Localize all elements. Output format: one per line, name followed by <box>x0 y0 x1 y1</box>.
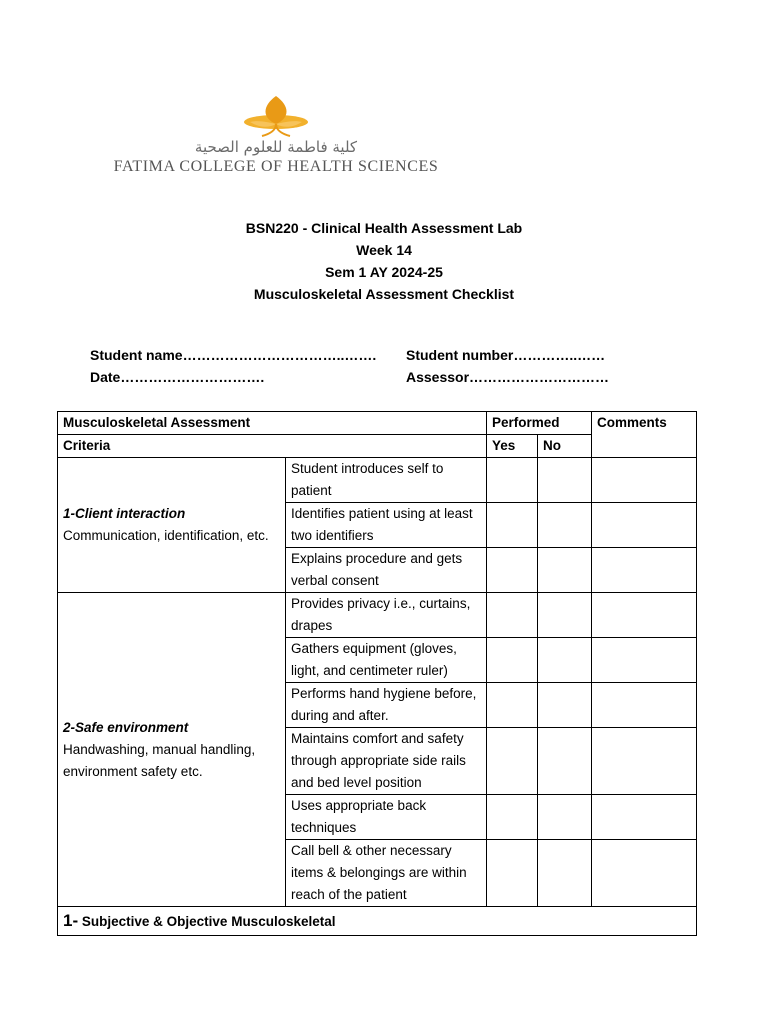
no-cell[interactable] <box>538 638 592 683</box>
no-cell[interactable] <box>538 840 592 907</box>
week-label: Week 14 <box>356 242 412 258</box>
criterion-text: Explains procedure and gets verbal consent <box>286 548 487 593</box>
criterion-text: Gathers equipment (gloves, light, and centimeter ruler) <box>286 638 487 683</box>
checklist-title: Musculoskeletal Assessment Checklist <box>253 286 515 302</box>
header-assessment: Musculoskeletal Assessment <box>58 412 487 435</box>
no-cell[interactable] <box>538 728 592 795</box>
yes-cell[interactable] <box>487 593 538 638</box>
comments-cell[interactable] <box>592 458 697 503</box>
student-name-field: Student name……………………………..……. <box>90 347 377 363</box>
semester-label: Sem 1 AY 2024-25 <box>325 264 443 280</box>
table-header-row <box>58 412 697 435</box>
criterion-text: Call bell & other necessary items & belongings are within reach of the patient <box>286 840 487 907</box>
header-no: No <box>538 435 592 458</box>
logo-english-text: FATIMA COLLEGE OF HEALTH SCIENCES <box>113 158 439 175</box>
student-number-field: Student number…………..…… <box>406 347 606 363</box>
yes-cell[interactable] <box>487 458 538 503</box>
criterion-text: Student introduces self to patient <box>286 458 487 503</box>
yes-cell[interactable] <box>487 795 538 840</box>
assessor-field: Assessor………………………… <box>406 369 610 385</box>
comments-cell[interactable] <box>592 683 697 728</box>
header-performed: Performed <box>487 412 592 435</box>
no-cell[interactable] <box>538 593 592 638</box>
criterion-text: Maintains comfort and safety through appropriate side rails and bed level position <box>286 728 487 795</box>
yes-cell[interactable] <box>487 683 538 728</box>
assessment-checklist-table <box>57 411 697 936</box>
section-number: 1- <box>63 910 79 930</box>
comments-cell[interactable] <box>592 503 697 548</box>
comments-cell[interactable] <box>592 728 697 795</box>
section-description: Communication, identification, etc. <box>63 528 269 543</box>
yes-cell[interactable] <box>487 638 538 683</box>
comments-cell[interactable] <box>592 638 697 683</box>
yes-cell[interactable] <box>487 503 538 548</box>
section-subjective-objective <box>58 907 697 936</box>
section-title: 2-Safe environment <box>63 719 189 735</box>
flower-logo-icon <box>90 94 462 142</box>
section-3-title: Subjective & Objective Musculoskeletal <box>81 913 336 929</box>
section-description: Handwashing, manual handling, environment safety etc. <box>63 741 256 779</box>
criterion-text: Uses appropriate back techniques <box>286 795 487 840</box>
header-criteria: Criteria <box>58 435 487 458</box>
course-title: BSN220 - Clinical Health Assessment Lab <box>245 220 523 236</box>
yes-cell[interactable] <box>487 840 538 907</box>
header-yes: Yes <box>487 435 538 458</box>
yes-cell[interactable] <box>487 548 538 593</box>
comments-cell[interactable] <box>592 795 697 840</box>
no-cell[interactable] <box>538 683 592 728</box>
no-cell[interactable] <box>538 503 592 548</box>
criterion-text: Provides privacy i.e., curtains, drapes <box>286 593 487 638</box>
date-field: Date…………………………. <box>90 369 265 385</box>
section-client-interaction <box>58 458 286 593</box>
document-header <box>0 217 768 305</box>
college-logo <box>90 94 462 180</box>
table-row <box>58 458 697 503</box>
header-comments: Comments <box>592 412 697 458</box>
section-safe-environment <box>58 593 286 907</box>
table-row <box>58 593 697 638</box>
comments-cell[interactable] <box>592 840 697 907</box>
no-cell[interactable] <box>538 795 592 840</box>
section-3-header-row <box>58 907 697 936</box>
yes-cell[interactable] <box>487 728 538 795</box>
comments-cell[interactable] <box>592 593 697 638</box>
logo-arabic-text: كلية فاطمة للعلوم الصحية <box>194 138 358 156</box>
criterion-text: Performs hand hygiene before, during and after. <box>286 683 487 728</box>
section-title: 1-Client interaction <box>63 506 186 521</box>
no-cell[interactable] <box>538 458 592 503</box>
criterion-text: Identifies patient using at least two identifiers <box>286 503 487 548</box>
no-cell[interactable] <box>538 548 592 593</box>
comments-cell[interactable] <box>592 548 697 593</box>
